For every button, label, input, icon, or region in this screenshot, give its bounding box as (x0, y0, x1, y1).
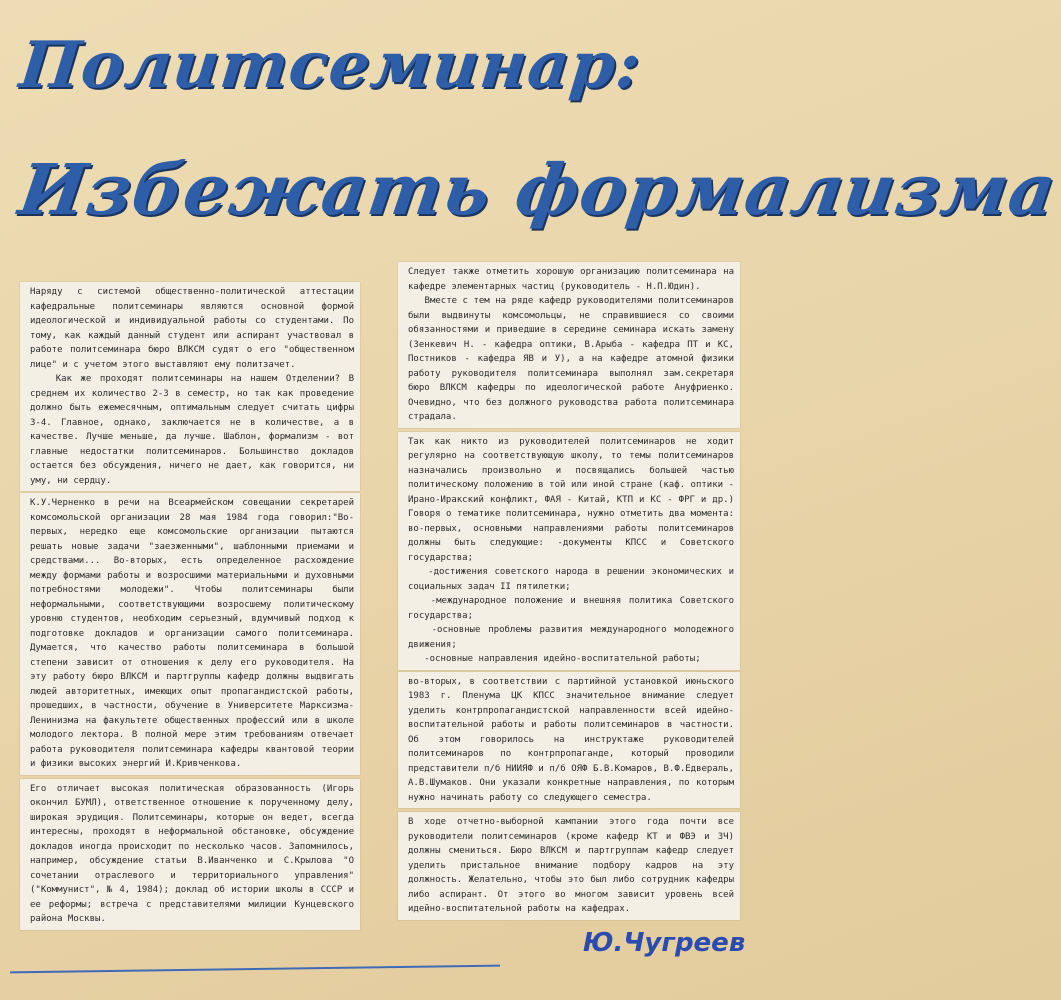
author-signature: Ю.Чугреев (583, 928, 746, 958)
article-text-block: во-вторых, в соответствии с партийной установкой июньского 1983 г. Пленума ЦК КПСС значительное внимание следует уделить контрпропагандистской направленности всей идейно-воспитательной работы и работы политсеминаров в частности. Об этом говорилось на инструктаже руководителей политсеминаров по контрпропаганде, который проводили представители п/б НИИЯФ и п/б ОЯФ Б.В.Комаров, В.Ф.Едвераль, А.В.Шумаков. Они указали конкретные направления, по которым нужно начинать работу со следующего семестра. (398, 672, 740, 809)
article-text-block: Его отличает высокая политическая образованность (Игорь окончил БУМЛ), ответственное отношение к порученному делу, широкая эрудиция. Политсеминары, которые он ведет, всегда интересны, проходят в неформальной обстановке, обсуждение докладов иногда происходит по несколько часов. Запомнилось, например, обсуждение статьи В.Иванченко и С.Крылова "О сочетании отраслевого и территориального управления" ("Коммунист", № 4, 1984); доклад об истории школы в СССР и ее реформы; встреча с представителями милиции Кунцевского района Москвы. (20, 779, 360, 930)
headline-line-1: Политсеминар: (16, 28, 645, 103)
decorative-rule (10, 965, 500, 974)
headline-line-2: Избежать формализма (14, 148, 1061, 231)
article-text-block: Так как никто из руководителей политсеминаров не ходит регулярно на соответствующую школу, то темы политсеминаров назначались произвольно и посвящались большей частью политическому положению в той или иной стране (каф. оптики - Ирано-Иракский конфликт, ФАЯ - Китай, КТП и КС - ФРГ и др.) Говоря о тематике политсеминара, нужно отметить два момента: во-первых, основными направлениями работы политсеминаров должны быть следующие: -документы КПСС и Советского государства; -достижения советского народа в решении экономических и социальных задач II пятилетки; -международное положение и внешняя политика Советского государства; -основные проблемы развития международного молодежного движения; -основные направления идейно-воспитательной работы; (398, 432, 740, 670)
right-column (398, 262, 740, 920)
article-text-block: В ходе отчетно-выборной кампании этого года почти все руководители политсеминаров (кроме кафедр КТ и ФВЭ и ЗЧ) должны смениться. Бюро ВЛКСМ и партгруппам кафедр следует уделить пристальное внимание подбору кадров на эту должность. Желательно, чтобы это был либо сотрудник кафедры либо аспирант. От этого во многом зависит уровень всей идейно-воспитательной работы на кафедрах. (398, 812, 740, 920)
article-text-block: Наряду с системой общественно-политической аттестации кафедральные политсеминары являются основной формой идеологической и индивидуальной работы со студентами. По тому, как каждый данный студент или аспирант участвовал в работе политсеминара бюро ВЛКСМ судят о его "общественном лице" и с учетом этого выставляют ему политзачет. Как же проходят политсеминары на нашем Отделении? В среднем их количество 2-3 в семестр, но так как проведение должно быть ежемесячным, оптимальным следует считать цифры 3-4. Главное, однако, заключается не в количестве, а в качестве. Лучше меньше, да лучше. Шаблон, формализм - вот главные недостатки политсеминаров. Большинство докладов остается без обсуждения, ничего не дает, как говорится, ни уму, ни сердцу. (20, 282, 360, 491)
article-text-block: Следует также отметить хорошую организацию политсеминара на кафедре элементарных частиц (руководитель - Н.П.Юдин). Вместе с тем на ряде кафедр руководителями политсеминаров были выдвинуты комсомольцы, не справившиеся со своими обязанностями и приведшие в середине семинара искать замену (Зенкевич Н. - кафедра оптики, В.Арыба - кафедра ПТ и КС, Постников - кафедра ЯВ и У), а на кафедре атомной физики работу руководителя политсеминара выполнял зам.секретаря бюро ВЛКСМ кафедры по идеологической работе Ануфриенко. Очевидно, что без должного руководства работа политсеминара страдала. (398, 262, 740, 428)
left-column (20, 282, 360, 933)
article-text-block: К.У.Черненко в речи на Всеармейском совещании секретарей комсомольской организации 28 мая 1984 года говорил:"Во-первых, нередко еще комсомольские организации пытаются решать новые задачи "заезженными", шаблонными приемами и средствами... Во-вторых, есть определенное расхождение между формами работы и возросшими материальными и духовными потребностями молодежи". Чтобы политсеминары были неформальными, соответствующими возросшему политическому уровню студентов, необходим серьезный, вдумчивый подход к подготовке докладов и организации самого политсеминара. Думается, что качество работы политсеминара в большой степени зависит от отношения к делу его руководителя. На эту работу бюро ВЛКСМ и партгруппы кафедр должны выдвигать людей авторитетных, имеющих опыт пропагандистской работы, прошедших, в частности, обучение в Университете Марксизма-Ленинизма на факультете общественных профессий или в школе молодого лектора. В полной мере этим требованиям отвечает работа руководителя политсеминара кафедры квантовой теории и физики высоких энергий И.Кривченкова. (20, 493, 360, 775)
